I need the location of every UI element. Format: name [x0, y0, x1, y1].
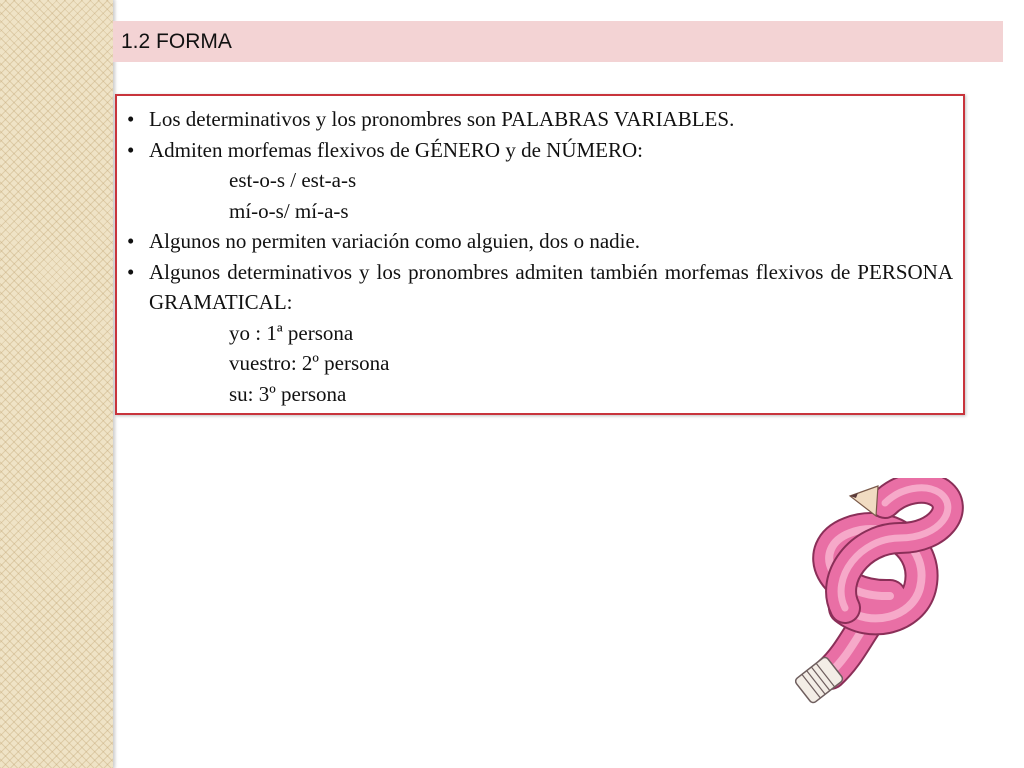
bullet-icon: •: [127, 107, 135, 131]
bullet-text: Algunos no permiten variación como alguien, dos o nadie.: [149, 229, 641, 253]
content-box: [115, 94, 965, 415]
bullet-icon: •: [127, 137, 135, 162]
title-bar: [113, 21, 1003, 62]
bullet-text: Algunos determinativos y los pronombres admiten también morfemas flexivos de PERSONA GRAMATICAL:: [149, 259, 953, 314]
slide-title: 1.2 FORMA: [121, 29, 232, 53]
example-line: yo : 1ª persona: [229, 320, 354, 345]
bullet-item: [127, 226, 953, 257]
bullet-icon: •: [127, 259, 135, 284]
example-line: est-o-s / est-a-s: [229, 168, 357, 192]
bullet-icon: •: [127, 229, 135, 253]
knotted-pencil-icon: [790, 478, 970, 708]
bullet-item: [127, 104, 953, 135]
decorative-sidebar: [0, 0, 113, 768]
knotted-pencil-illustration: [790, 478, 970, 708]
bullet-item: [127, 257, 953, 318]
bullet-text: Los determinativos y los pronombres son PALABRAS VARIABLES.: [149, 107, 735, 131]
example-line: su: 3º persona: [229, 381, 347, 406]
bullet-text: Admiten morfemas flexivos de GÉNERO y de NÚMERO:: [149, 137, 644, 162]
example-line: vuestro: 2º persona: [229, 351, 390, 375]
example-line: mí-o-s/ mí-a-s: [229, 198, 349, 223]
bullet-item: [127, 135, 953, 166]
